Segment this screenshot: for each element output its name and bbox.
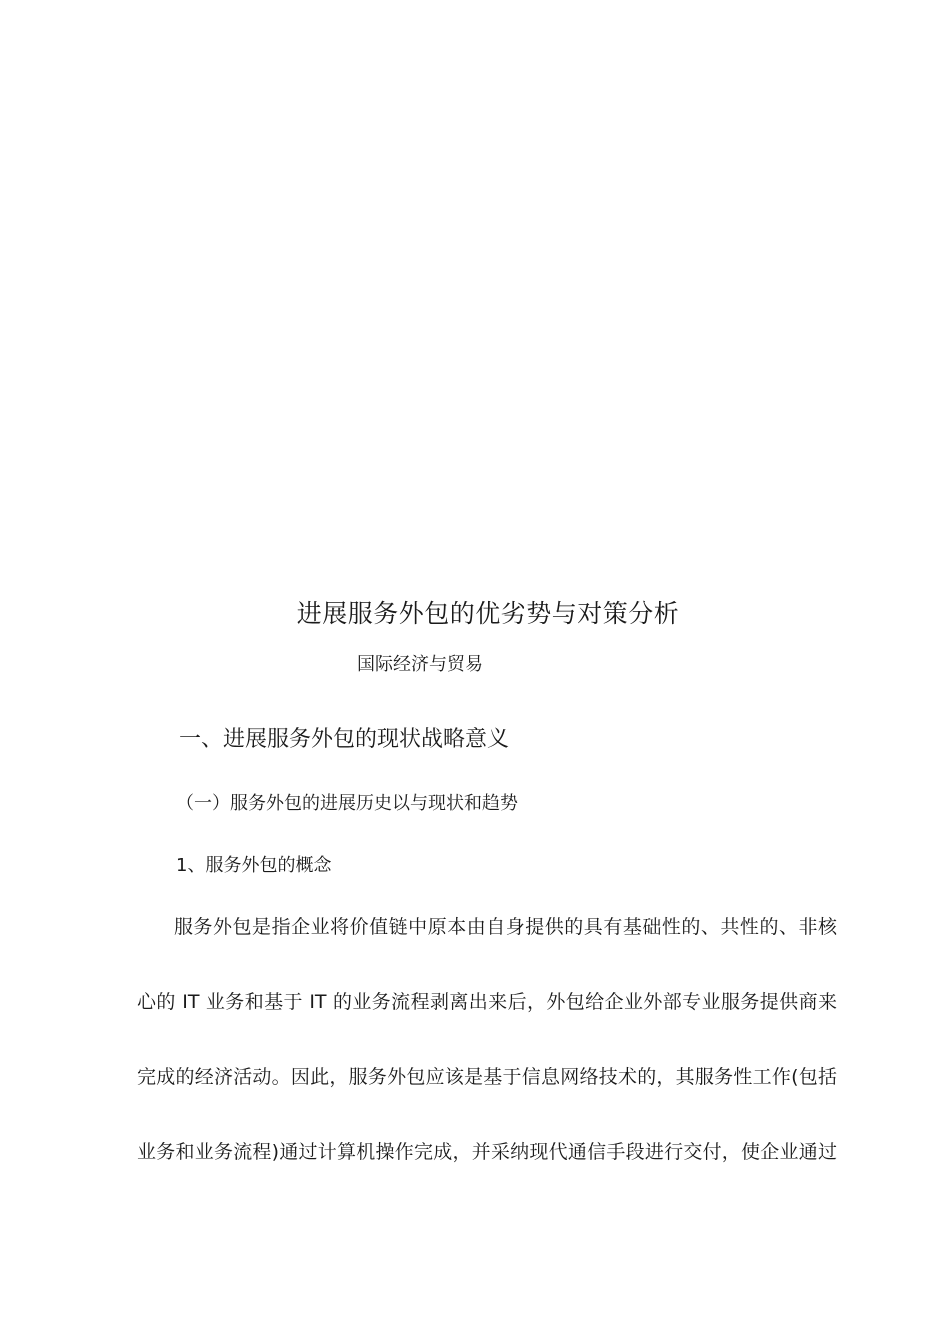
paragraph-line: 服务外包是指企业将价值链中原本由自身提供的具有基础性的、共性的、非核 bbox=[174, 916, 837, 938]
section-heading: 一、进展服务外包的现状战略意义 bbox=[179, 727, 510, 752]
item-heading: 1、服务外包的概念 bbox=[176, 855, 332, 876]
paragraph-line: 心的 IT 业务和基于 IT 的业务流程剥离出来后，外包给企业外部专业服务提供商来 bbox=[137, 991, 837, 1013]
document-title: 进展服务外包的优劣势与对策分析 bbox=[296, 599, 680, 628]
paragraph-line: 业务和业务流程)通过计算机操作完成，并采纳现代通信手段进行交付，使企业通过 bbox=[137, 1141, 837, 1163]
subsection-heading: （一）服务外包的进展历史以与现状和趋势 bbox=[176, 793, 518, 814]
document-subtitle: 国际经济与贸易 bbox=[357, 654, 483, 675]
paragraph-line: 完成的经济活动。因此，服务外包应该是基于信息网络技术的，其服务性工作(包括 bbox=[137, 1066, 837, 1088]
